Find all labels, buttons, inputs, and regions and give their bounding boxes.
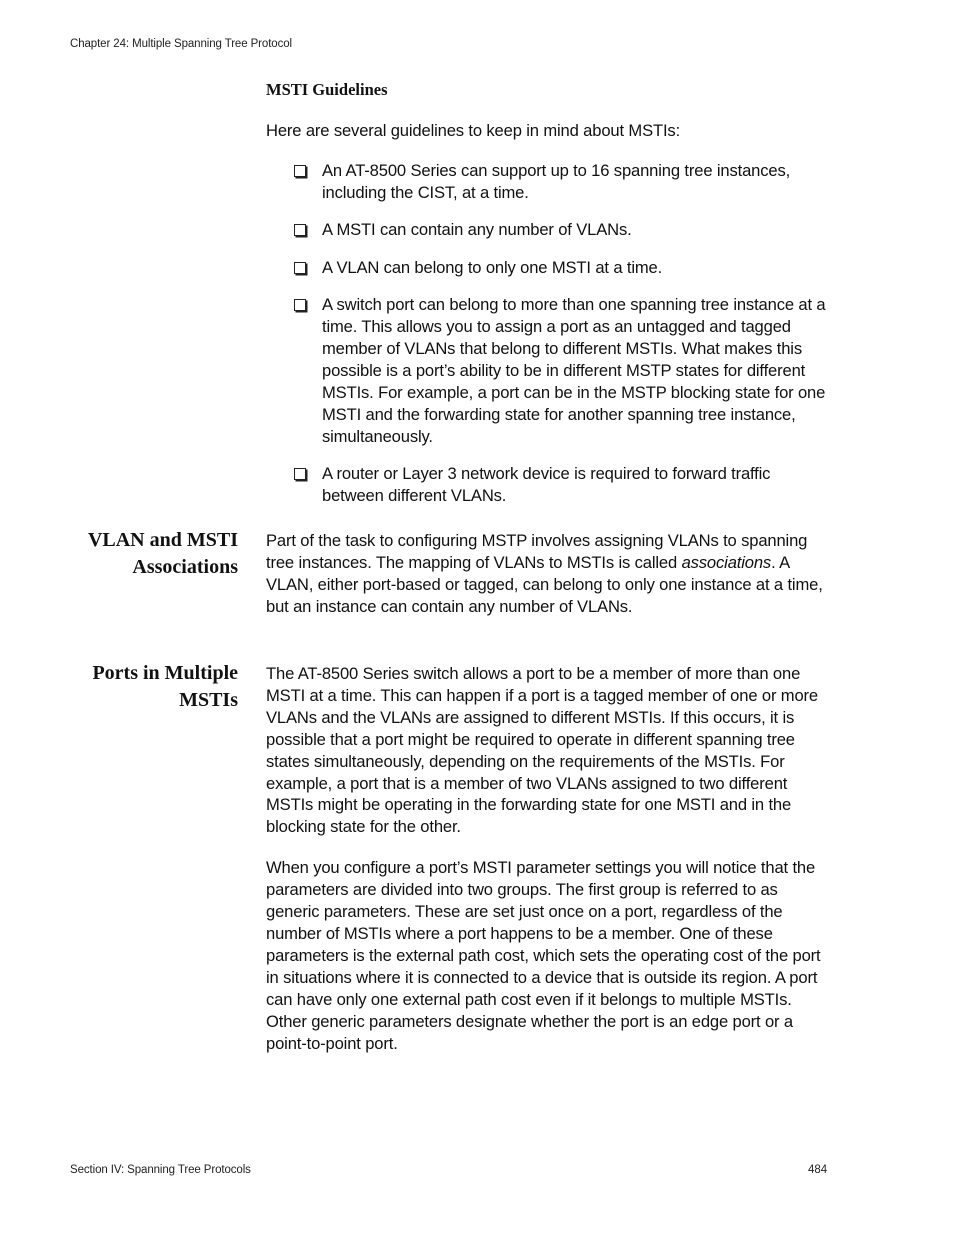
msti-guidelines-intro: Here are several guidelines to keep in mind about MSTIs: — [266, 121, 681, 140]
list-item-text: A switch port can belong to more than one spanning tree instance at a time. This allows you to assign a port as an untagged and tagged member of VLANs that belong to different MSTIs. What makes this possible is a port’s ability to be in different MSTP states for different MSTIs. For example, a port can be in the MSTP blocking state for one MSTI and the forwarding state for another spanning tree instance, simultaneously. — [322, 295, 826, 446]
heading-line: MSTIs — [179, 689, 238, 711]
checkbox-bullet-icon — [294, 468, 306, 480]
ports-multiple-mstis-body — [266, 663, 828, 1054]
heading-line: Associations — [132, 556, 238, 578]
checkbox-bullet-icon — [294, 224, 306, 236]
heading-line: VLAN and MSTI — [87, 529, 238, 551]
text-run: Part of the task to configuring MSTP involves assigning VLANs to spanning tree instances. The mapping of VLANs to MSTIs is called — [266, 531, 808, 572]
list-item — [294, 463, 829, 507]
list-item — [294, 294, 829, 447]
msti-guidelines-list — [294, 160, 829, 522]
heading-line: Ports in Multiple — [92, 662, 238, 684]
ports-multiple-mstis-heading — [40, 660, 238, 714]
list-item-text: A router or Layer 3 network device is required to forward traffic between different VLANs. — [322, 463, 771, 505]
italic-term: associations — [681, 552, 772, 572]
paragraph — [266, 530, 828, 618]
checkbox-bullet-icon — [294, 262, 306, 274]
running-footer: Section IV: Spanning Tree Protocols — [70, 1164, 251, 1176]
running-header: Chapter 24: Multiple Spanning Tree Protocol — [70, 38, 292, 50]
list-item-text: A MSTI can contain any number of VLANs. — [322, 220, 632, 240]
vlan-msti-associations-heading — [40, 527, 238, 581]
msti-guidelines-heading: MSTI Guidelines — [266, 80, 388, 99]
vlan-msti-associations-body — [266, 530, 828, 618]
list-item-text: A VLAN can belong to only one MSTI at a time. — [322, 257, 663, 277]
checkbox-bullet-icon — [294, 299, 306, 311]
page-number: 484 — [808, 1164, 828, 1176]
list-item — [294, 160, 829, 204]
list-item-text: An AT-8500 Series can support up to 16 spanning tree instances, including the CIST, at a time. — [322, 161, 791, 202]
paragraph: When you configure a port’s MSTI parameter settings you will notice that the parameters are divided into two groups. The first group is referred to as generic parameters. These are set just once on a port, regardless of the number of MSTIs where a port happens to be a member. One of these parameters is the external path cost, which sets the operating cost of the port in situations where it is connected to a device that is outside its region. A port can have only one external path cost even if it belongs to multiple MSTIs. Other generic parameters designate whether the port is an edge port or a point-to-point port. — [266, 858, 821, 1053]
list-item — [294, 257, 829, 279]
checkbox-bullet-icon — [294, 165, 306, 177]
paragraph: The AT-8500 Series switch allows a port to be a member of more than one MSTI at a time. This can happen if a port is a tagged member of one or more VLANs and the VLANs are assigned to different MSTIs. If this occurs, it is possible that a port might be required to operate in different spanning tree states simultaneously, depending on the requirements of the MSTIs. For example, a port that is a member of two VLANs assigned to two different MSTIs might be operating in the forwarding state for one MSTI and in the blocking state for the other. — [266, 664, 818, 837]
text-run: . A VLAN, either port-based or tagged, can belong to only one instance at a time, but an instance can contain any number of VLANs. — [266, 552, 823, 616]
list-item — [294, 219, 829, 241]
